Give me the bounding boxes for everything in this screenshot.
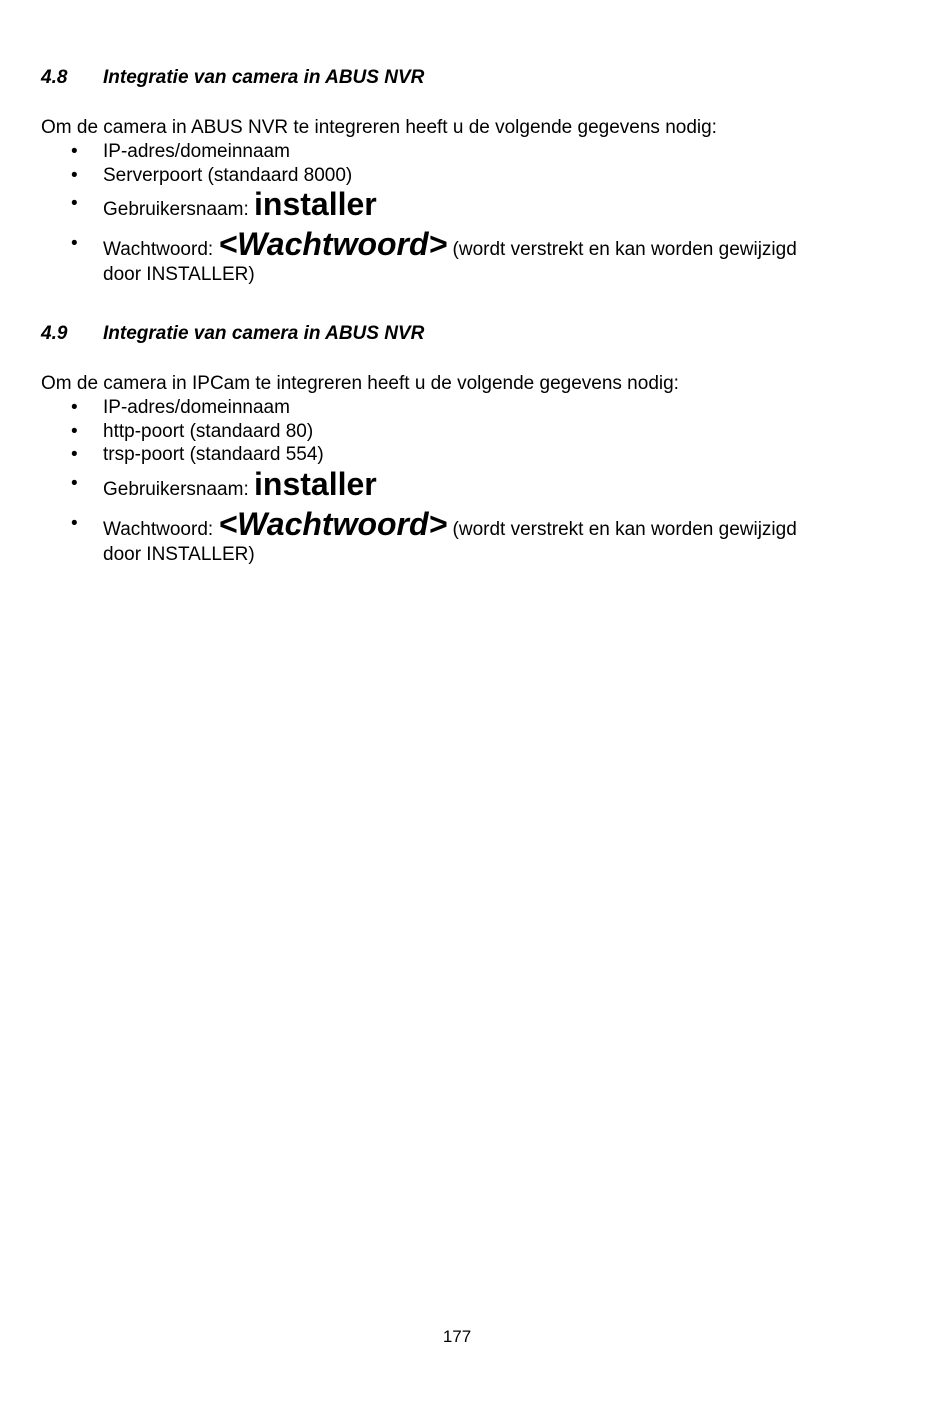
bullet-icon: • [71, 472, 78, 494]
bullet-icon: • [71, 512, 78, 534]
username-label: Gebruikersnaam: [103, 478, 249, 500]
username-value: installer [254, 186, 377, 222]
list-item-text: http-poort (standaard 80) [103, 420, 314, 442]
username-label: Gebruikersnaam: [103, 199, 249, 220]
list-item-http-port [41, 420, 901, 444]
page-number: 177 [442, 1327, 472, 1346]
password-label: Wachtwoord: [103, 239, 214, 260]
bullet-icon: • [71, 141, 78, 162]
bullet-icon: • [71, 233, 78, 254]
list-item-text: Serverpoort (standaard 8000) [103, 164, 353, 186]
password-note-continued: door INSTALLER) [103, 543, 255, 565]
list-item-ip-address [41, 396, 901, 420]
password-note: (wordt verstrekt en kan worden gewijzigd [452, 239, 797, 260]
bullet-icon: • [71, 397, 78, 418]
section-number: 4.9 [41, 323, 68, 344]
password-note: (wordt verstrekt en kan worden gewijzigd [452, 518, 797, 540]
bullet-icon: • [71, 420, 78, 442]
bullet-icon: • [71, 444, 78, 465]
list-item-username [41, 187, 901, 227]
list-item-password [41, 227, 901, 287]
list-item-server-port [41, 164, 901, 188]
password-value: <Wachtwoord> [218, 505, 448, 542]
list-item-rtsp-port [41, 443, 901, 467]
password-value: <Wachtwoord> [218, 226, 448, 262]
list-item-text: IP-adres/domeinnaam [103, 141, 290, 162]
requirements-list [41, 396, 901, 567]
list-item-password [41, 507, 901, 567]
list-item-ip-address [41, 140, 901, 164]
section-heading [41, 322, 901, 346]
section-intro: Om de camera in IPCam te integreren heeft u de volgende gegevens nodig: [41, 373, 679, 394]
section-number: 4.8 [41, 67, 68, 88]
section-heading [41, 66, 901, 90]
bullet-icon: • [71, 193, 78, 214]
section-title: Integratie van camera in ABUS NVR [103, 67, 425, 88]
password-label: Wachtwoord: [103, 518, 214, 540]
section-4-9 [41, 322, 901, 567]
bullet-icon: • [71, 164, 78, 186]
section-intro: Om de camera in ABUS NVR te integreren heeft u de volgende gegevens nodig: [41, 117, 717, 138]
list-item-username [41, 467, 901, 507]
section-title: Integratie van camera in ABUS NVR [103, 323, 425, 344]
list-item-text: trsp-poort (standaard 554) [103, 444, 324, 465]
requirements-list [41, 140, 901, 287]
section-4-8 [41, 66, 901, 287]
list-item-text: IP-adres/domeinnaam [103, 397, 290, 418]
username-value: installer [254, 465, 377, 502]
password-note-continued: door INSTALLER) [103, 264, 255, 285]
